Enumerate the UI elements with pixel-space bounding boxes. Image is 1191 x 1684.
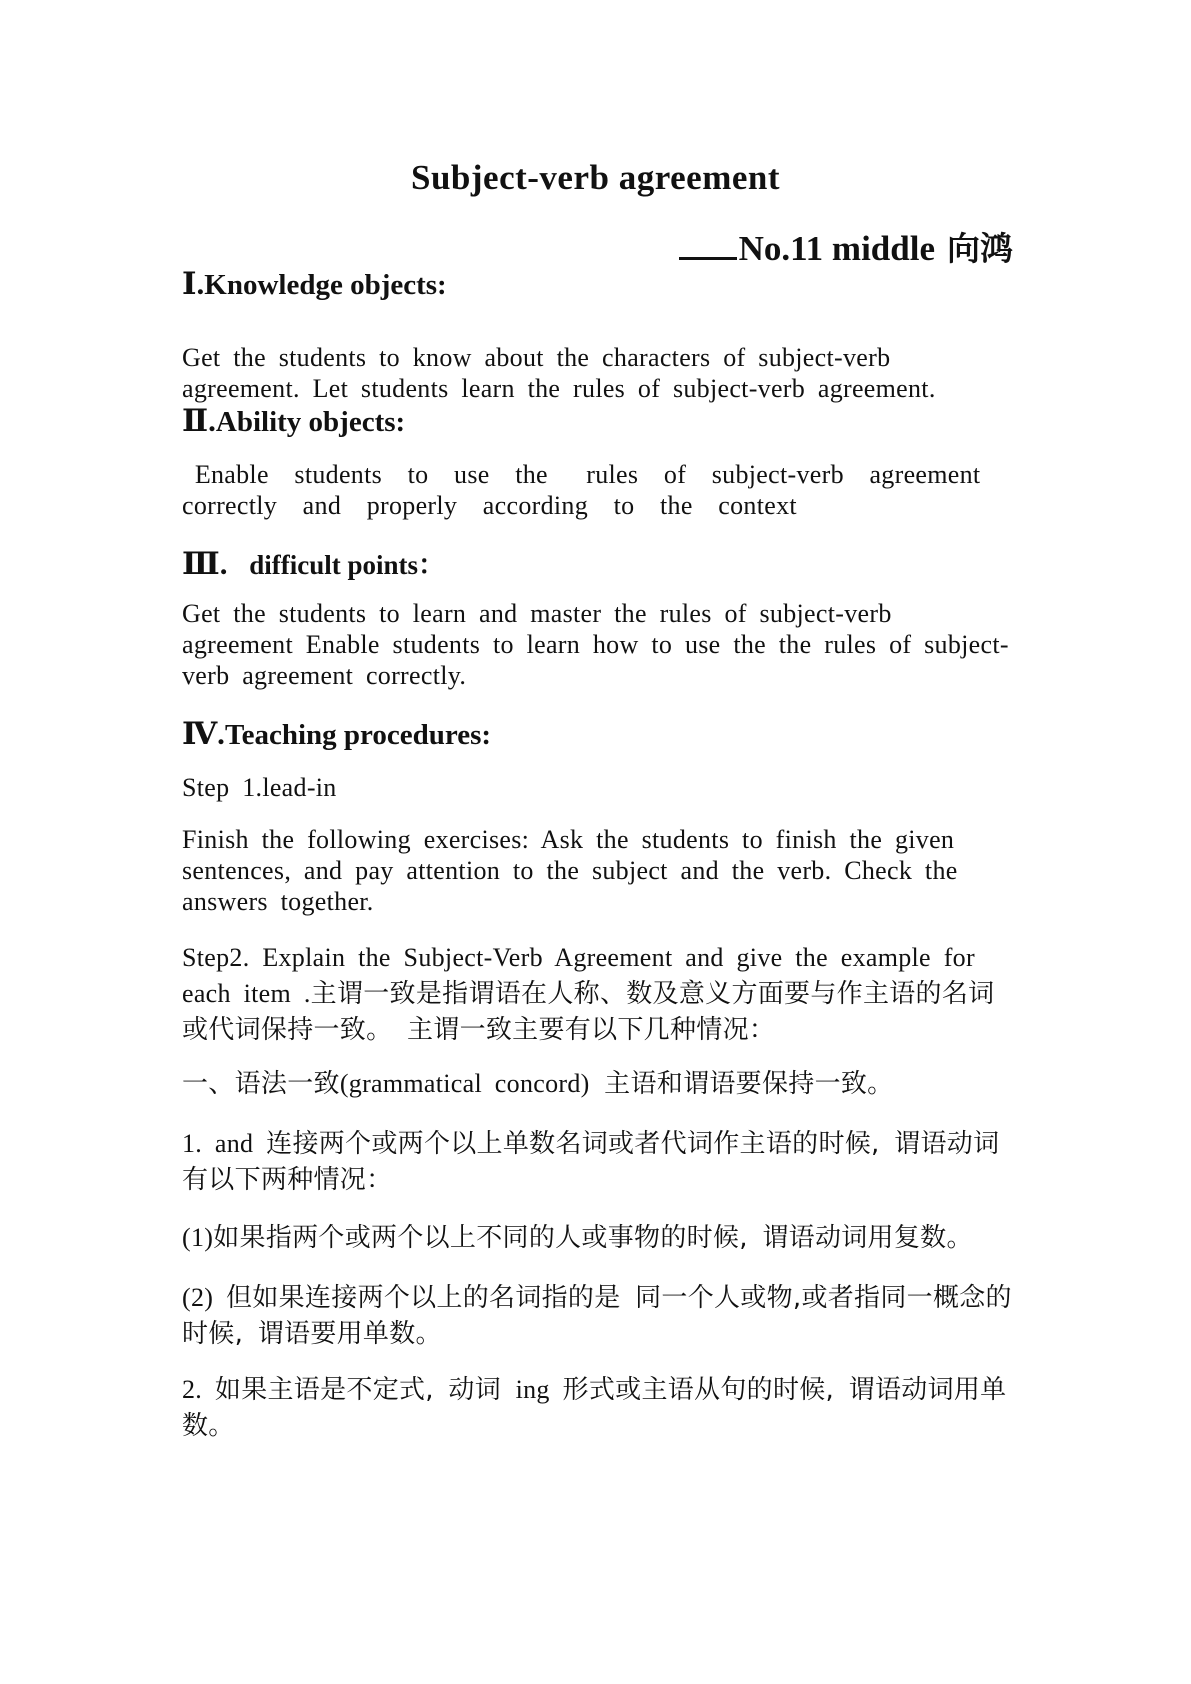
ability-heading — [182, 403, 405, 439]
rule-1a — [182, 1220, 1012, 1256]
step2-paragraph — [182, 940, 1012, 1048]
grammar-en: (grammatical concord) — [339, 1069, 590, 1098]
rule-1a-number: (1) — [182, 1223, 214, 1252]
author-line — [679, 223, 1013, 270]
rule-2-text-a: 如果主语是不定式, 动词 — [214, 1375, 516, 1405]
teaching-heading — [182, 716, 491, 752]
rule-2-ing: ing — [515, 1375, 563, 1404]
heading-text: difficult points： — [249, 550, 446, 580]
section-number: Ⅱ. — [182, 403, 216, 438]
grammar-suffix: 主语和谓语要保持一致。 — [589, 1069, 894, 1099]
heading-text: Ability objects: — [215, 406, 406, 438]
difficult-text: Get the students to learn and master the rules of subject-verb agreement Enable students to learn how to use the the rules of subject-verb agreement correctly. — [182, 599, 1009, 690]
page-title: Subject-verb agreement — [411, 158, 780, 197]
rule-1b-number: (2) — [182, 1283, 227, 1312]
rule-1a-text: 如果指两个或两个以上不同的人或事物的时候, 谓语动词用复数。 — [213, 1223, 973, 1253]
section-number: Ⅲ. — [182, 546, 228, 581]
school-name: No.11 middle — [738, 229, 935, 268]
author-name: 向鸿 — [947, 229, 1013, 268]
rule-2-number: 2. — [182, 1375, 215, 1404]
rule-1-number: 1. and — [182, 1129, 267, 1158]
grammar-prefix: 一、语法一致 — [182, 1069, 340, 1099]
section-number: Ⅳ. — [182, 716, 225, 751]
rule-1-text: 连接两个或两个以上单数名词或者代词作主语的时候, 谓语动词有以下两种情况： — [182, 1129, 1000, 1195]
rule-1 — [182, 1126, 1012, 1198]
step1-label: Step 1.lead-in — [182, 773, 337, 802]
knowledge-text: Get the students to know about the characters of subject-verb agreement. Let students learn the rules of subject-verb agreement. — [182, 343, 936, 403]
step2-text-en: Step2. Explain the Subject-Verb Agreement and give the example for each item . — [182, 943, 975, 1008]
step1-text: Finish the following exercises: Ask the students to finish the given sentences, and pay attention to the subject and the verb. Check the answers together. — [182, 825, 958, 916]
ability-text: Enable students to use the rules of subject-verb agreement correctly and properly according to the context — [182, 460, 1007, 520]
rule-2-text-b: 形式或主语从句的时候, 谓语动词用单数。 — [182, 1375, 1007, 1441]
heading-text: Teaching procedures: — [224, 719, 492, 751]
difficult-heading — [182, 543, 445, 582]
rule-1b — [182, 1280, 1012, 1352]
blank-underline — [679, 229, 737, 260]
rule-1b-text: 但如果连接两个以上的名词指的是 同一个人或物,或者指同一概念的时候, 谓语要用单数。 — [182, 1283, 1012, 1349]
rule-2 — [182, 1372, 1012, 1444]
heading-text: Knowledge objects: — [204, 269, 447, 301]
grammar-concord-heading — [182, 1066, 1012, 1102]
section-number: Ⅰ. — [182, 266, 205, 301]
step2-text-cn: 主谓一致是指谓语在人称、数及意义方面要与作主语的名词或代词保持一致。 主谓一致主要有以下几种情况： — [182, 979, 995, 1045]
knowledge-heading — [182, 266, 447, 302]
